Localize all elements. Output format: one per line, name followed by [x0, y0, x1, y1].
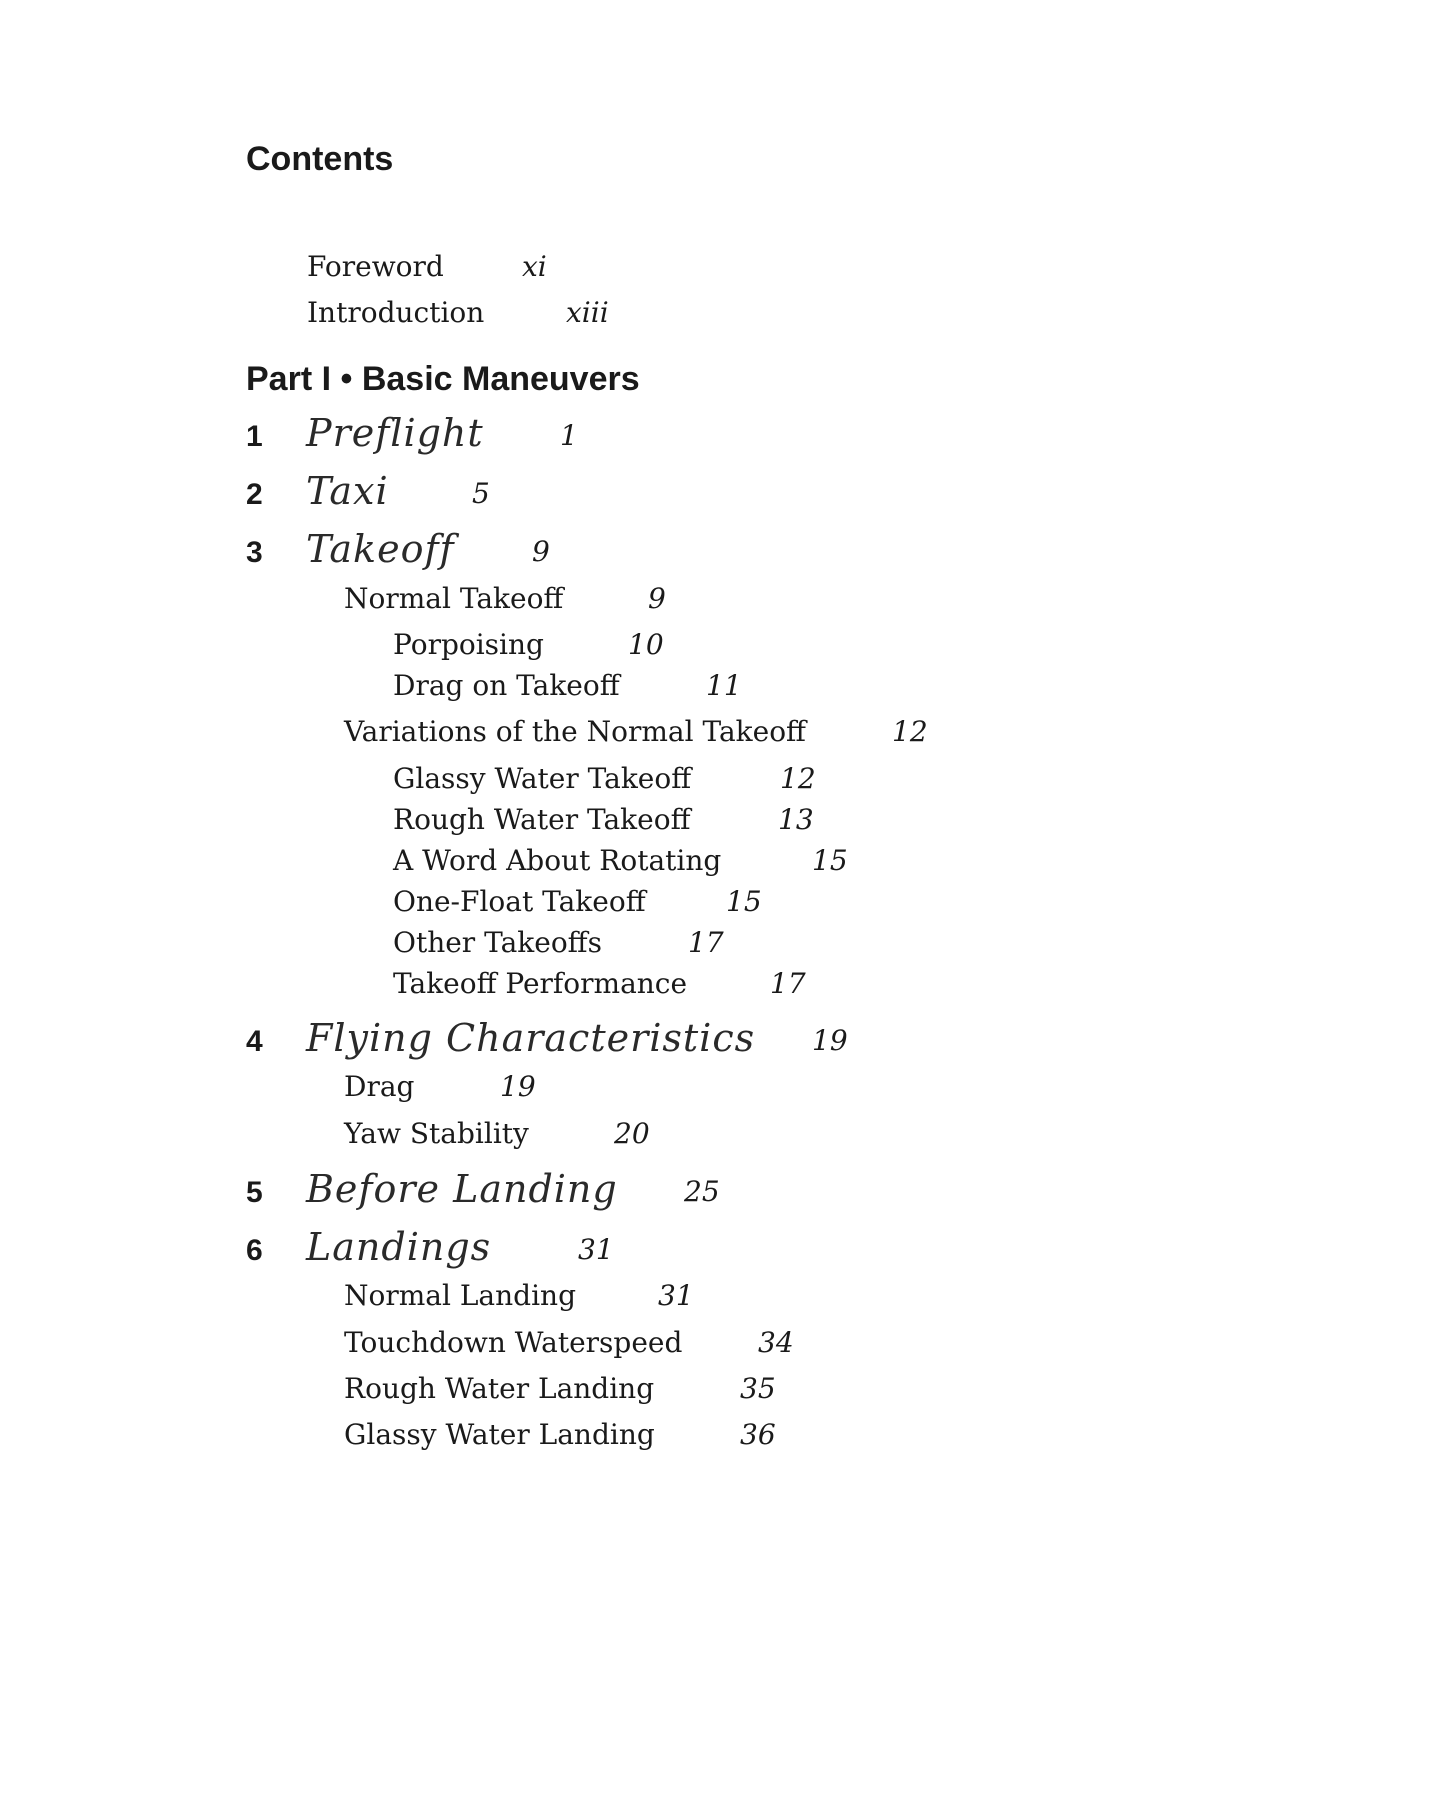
toc-section: Glassy Water Landing [344, 1418, 655, 1451]
chapter-page: 19 [812, 1024, 848, 1057]
chapter-number: 6 [246, 1234, 263, 1267]
toc-section-page: 9 [648, 582, 666, 615]
toc-subsection: Other Takeoffs [393, 926, 602, 959]
contents-title: Contents [246, 140, 394, 178]
toc-subsection: Takeoff Performance [393, 967, 688, 1000]
toc-subsection-page: 17 [770, 967, 806, 1000]
toc-subsection: A Word About Rotating [393, 844, 722, 877]
chapter-number: 5 [246, 1176, 263, 1209]
chapter-number: 4 [246, 1025, 263, 1058]
chapter-title: Flying Characteristics [306, 1016, 756, 1060]
toc-subsection-page: 11 [706, 669, 742, 702]
toc-subsection: One-Float Takeoff [393, 885, 646, 918]
toc-subsection-page: 17 [688, 926, 724, 959]
toc-section-page: 36 [740, 1418, 776, 1451]
toc-subsection-page: 15 [812, 844, 848, 877]
toc-subsection-page: 15 [726, 885, 762, 918]
toc-section: Normal Takeoff [344, 582, 564, 615]
toc-section-page: 34 [758, 1326, 794, 1359]
toc-subsection-page: 12 [780, 762, 816, 795]
toc-section: Yaw Stability [344, 1117, 529, 1150]
toc-section-page: 12 [892, 715, 928, 748]
toc-subsection-page: 13 [778, 803, 814, 836]
chapter-title: Taxi [306, 469, 389, 513]
toc-section: Touchdown Waterspeed [344, 1326, 683, 1359]
toc-section: Variations of the Normal Takeoff [344, 715, 806, 748]
chapter-number: 3 [246, 536, 263, 569]
chapter-title: Landings [306, 1225, 492, 1269]
toc-subsection: Glassy Water Takeoff [393, 762, 692, 795]
toc-section-page: 20 [614, 1117, 650, 1150]
chapter-page: 25 [684, 1175, 720, 1208]
toc-entry-introduction: Introduction [307, 296, 485, 329]
toc-section: Drag [344, 1070, 415, 1103]
chapter-page: 5 [472, 477, 490, 510]
toc-section-page: 31 [658, 1279, 694, 1312]
chapter-page: 1 [560, 419, 578, 452]
chapter-number: 1 [246, 420, 263, 453]
toc-section-page: 19 [500, 1070, 536, 1103]
toc-subsection-page: 10 [628, 628, 664, 661]
toc-page-introduction: xiii [566, 296, 609, 329]
toc-subsection: Drag on Takeoff [393, 669, 620, 702]
toc-section: Normal Landing [344, 1279, 576, 1312]
chapter-page: 9 [532, 535, 550, 568]
chapter-title: Before Landing [306, 1167, 618, 1211]
chapter-title: Preflight [306, 411, 484, 455]
toc-page-foreword: xi [522, 250, 547, 283]
toc-section: Rough Water Landing [344, 1372, 655, 1405]
chapter-page: 31 [578, 1233, 614, 1266]
part-heading: Part I • Basic Maneuvers [246, 360, 640, 398]
toc-subsection: Rough Water Takeoff [393, 803, 691, 836]
chapter-number: 2 [246, 478, 263, 511]
toc-section-page: 35 [740, 1372, 776, 1405]
toc-subsection: Porpoising [393, 628, 544, 661]
toc-entry-foreword: Foreword [307, 250, 444, 283]
chapter-title: Takeoff [306, 527, 455, 571]
